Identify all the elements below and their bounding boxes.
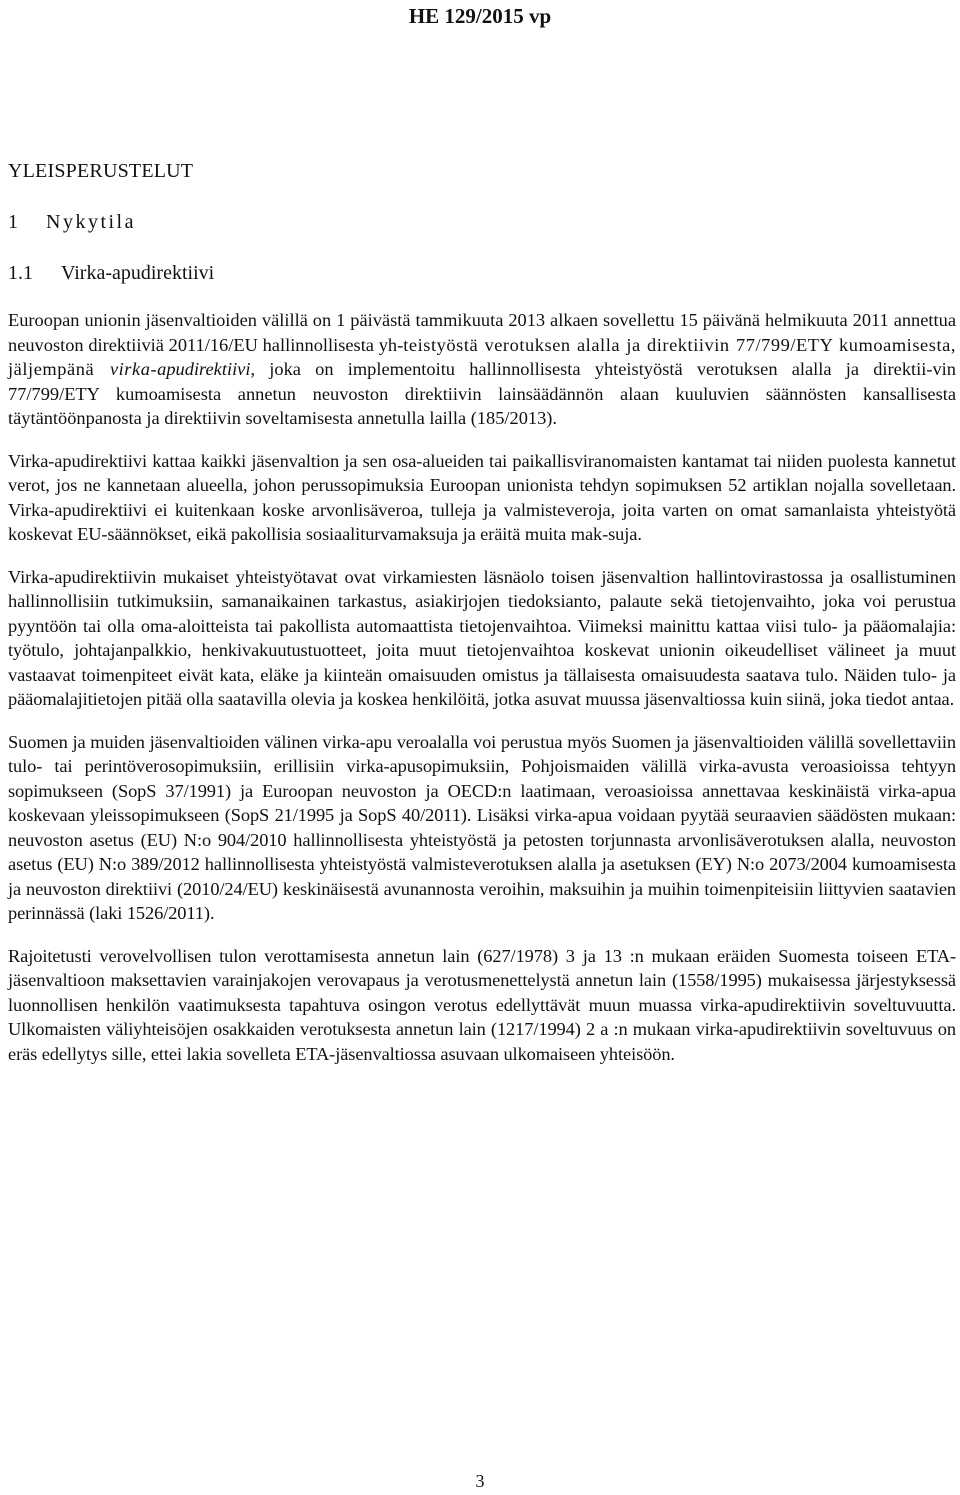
subsection-number: 1.1 xyxy=(8,262,33,284)
paragraph-1-part-b: teistyöstä verotuksen alalla ja direktiivin 77/799/ETY kumoamisesta, jäljempänä xyxy=(8,334,956,379)
paragraph-5: Rajoitetusti verovelvollisen tulon verottamisesta annetun lain (627/1978) 3 ja 13 :n mukaan eräiden Suomesta toiseen ETA-jäsenvaltioon maksettavien varainjakojen verovapaus ja verotusmenettelystä annetun lain (1558/1995) mukaisessa järjestyksessä luonnollisen henkilön vaatimuksesta tapahtuva osingon verotus edellyttävät muun muassa virka-apudirektiivin soveltuvuutta. Ulkomaisten väliyhteisöjen osakkaiden verotuksesta annetun lain (1217/1994) 2 a :n mukaan virka-apudirektiivin soveltuvuus on eräs edellytys sille, ettei lakia sovelleta ETA-jäsenvaltiossa asuvaan ulkomaiseen yhteisöön. xyxy=(8,945,956,1064)
paragraph-1-part-a: Euroopan unionin jäsenvaltioiden välillä on 1 päivästä tammikuuta 2013 alkaen sovellettu 15 päivänä helmikuuta 2011 annettua neuvoston direktiiviä 2011/16/EU hallinnollisesta yh- xyxy=(8,310,956,355)
paragraph-2: Virka-apudirektiivi kattaa kaikki jäsenvaltion ja sen osa-alueiden tai paikallisviranomaisten kantamat tai niiden puolesta kannetut verot, jos ne kannetaan alueella, johon perussopimuksia Euroopan unionista tehdyn sopimuksen 52 artiklan nojalla sovelletaan. Virka-apudirektiivi ei kuitenkaan koske arvonlisäveroa, tulleja ja valmisteveroja, joita varten on omat samanlaista yhteistyötä koskevat EU-säännökset, eikä pakollisia sosiaaliturvamaksuja ja eräitä muita mak-suja. xyxy=(8,450,956,544)
paragraph-1-part-c: , joka on implementoitu hallinnollisesta yhteistyöstä verotuksen alalla ja direktii- xyxy=(250,359,933,379)
page-number: 3 xyxy=(475,1471,485,1491)
subsection-title: Virka-apudirektiivi xyxy=(61,262,215,284)
document-id-header: HE 129/2015 vp xyxy=(408,4,552,28)
paragraph-1 xyxy=(8,308,956,431)
paragraph-1-part-d: vin 77/799/ETY kumoamisesta annetun neuvoston direktiivin lainsäädännön alaan kuuluvien säännösten kansallisesta täytäntöönpanosta ja direktiivin soveltamisesta annetulla lailla (185/2013). xyxy=(8,359,956,428)
paragraph-1-italic-term-b: apudirektiivi xyxy=(157,359,251,379)
paragraph-4: Suomen ja muiden jäsenvaltioiden välinen virka-apu veroalalla voi perustua myös Suomen ja jäsenvaltioiden välillä sovellettaviin tulo- tai perintöverosopimuksiin, erillisiin virka-apusopimuksiin, Pohjoismaiden välillä virka-avusta veroasioissa tehtyyn sopimukseen (SopS 37/1991) ja Euroopan neuvoston ja OECD:n laatimaan, veroasioissa annettavaa keskinäistä virka-apua koskevaan yleissopimukseen (SopS 21/1995 ja SopS 40/2011). Lisäksi virka-apua voidaan pyytää seuraavien säädösten mukaan: neuvoston asetus (EU) N:o 904/2010 hallinnollisesta yhteistyöstä ja petosten torjunnasta arvonlisäverotuksen alalla, neuvoston asetus (EU) N:o 389/2012 hallinnollisesta yhteistyöstä valmisteverotuksen alalla ja asetuksen (EY) N:o 2073/2004 kumoamisesta ja neuvoston direktiivi (2010/24/EU) keskinäisestä avunannosta veroihin, maksuihin ja muihin toimenpiteisiin liittyvien saatavien perinnässä (laki 1526/2011). xyxy=(8,731,956,923)
body-text xyxy=(8,308,956,1084)
paragraph-3: Virka-apudirektiivin mukaiset yhteistyötavat ovat virkamiesten läsnäolo toisen jäsenvaltion hallintovirastossa ja osallistuminen hallinnollisiin tutkimuksiin, samanaikainen tarkastus, asiakirjojen tiedoksianto, palaute sekä tietojenvaihto, joka voi perustua pyyntöön tai olla oma-aloitteista tai pakollista automaattista tietojenvaihtoa. Viimeksi mainittu kattaa viisi tulo- ja pääomalajia: työtulo, johtajanpalkkio, henkivakuutustuotteet, joita muut tietojenvaihtoa koskevat unionin oikeudelliset välineet ja muut vastaavat toimenpiteet eivät kata, eläke ja kiinteän omaisuuden omistus ja tällaisesta omaisuudesta saatava tulo. Näiden tulo- ja pääomalajitietojen pitää olla saatavilla olevia ja koskea henkilöitä, jotka asuvat muussa jäsenvaltiossa kuin siinä, joka tiedot antaa. xyxy=(8,566,956,709)
subsection-heading xyxy=(8,262,214,285)
section-heading: YLEISPERUSTELUT xyxy=(8,160,194,182)
chapter-title: Nykytila xyxy=(46,211,136,233)
chapter-heading xyxy=(8,211,136,234)
paragraph-1-italic-term-a: virka- xyxy=(109,359,158,379)
chapter-number: 1 xyxy=(8,211,18,233)
